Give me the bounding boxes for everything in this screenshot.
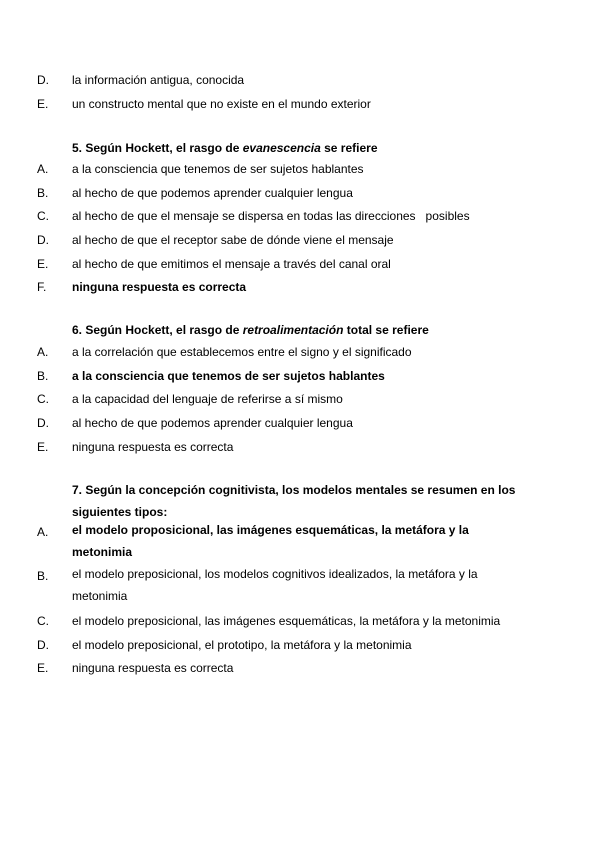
q5-option-e <box>0 256 600 272</box>
question-6-prefix: 6. Según Hockett, el rasgo de <box>72 323 243 337</box>
q5-option-a <box>0 161 600 177</box>
question-5-suffix: se refiere <box>320 141 378 155</box>
option-text: al hecho de que podemos aprender cualquier lengua <box>72 416 353 430</box>
option-text: a la consciencia que tenemos de ser sujetos hablantes <box>72 162 364 176</box>
q7-option-c <box>0 613 600 629</box>
option-text: al hecho de que emitimos el mensaje a través del canal oral <box>72 257 391 271</box>
question-6-term: retroalimentación <box>242 323 344 337</box>
option-letter: E. <box>37 97 49 111</box>
option-text: ninguna respuesta es correcta <box>72 440 234 454</box>
q6-option-d <box>0 415 600 431</box>
question-6-suffix: total se refiere <box>343 323 429 337</box>
option-letter: B. <box>37 569 49 583</box>
q6-option-c <box>0 391 600 407</box>
option-text: un constructo mental que no existe en el mundo exterior <box>72 97 371 111</box>
q7-option-d <box>0 637 600 653</box>
option-letter: D. <box>37 638 49 652</box>
option-letter: D. <box>37 233 49 247</box>
option-text-correct: ninguna respuesta es correcta <box>72 280 247 294</box>
option-letter: E. <box>37 257 49 271</box>
q5-option-f <box>0 279 600 295</box>
q6-option-e <box>0 439 600 455</box>
option-letter: C. <box>37 209 49 223</box>
option-letter: C. <box>37 614 49 628</box>
option-text: al hecho de que el mensaje se dispersa en todas las direcciones posibles <box>72 209 470 223</box>
option-letter: E. <box>37 661 49 675</box>
option-letter: C. <box>37 392 49 406</box>
question-5-title <box>0 140 600 156</box>
q5-option-b <box>0 185 600 201</box>
question-6-title <box>0 322 600 338</box>
option-d-prev <box>0 72 600 88</box>
question-5-term: evanescencia <box>242 141 321 155</box>
question-7-title: 7. Según la concepción cognitivista, los modelos mentales se resumen en los siguientes tipos: <box>72 483 516 519</box>
option-text-correct: el modelo proposicional, las imágenes esquemáticas, la metáfora y la metonimia <box>72 523 469 559</box>
option-text: a la correlación que establecemos entre el signo y el significado <box>72 345 412 359</box>
option-letter: B. <box>37 369 49 383</box>
option-text: ninguna respuesta es correcta <box>72 661 234 675</box>
option-letter: A. <box>37 162 49 176</box>
option-text: la información antigua, conocida <box>72 73 245 87</box>
option-letter: B. <box>37 186 49 200</box>
option-letter: F. <box>37 280 47 294</box>
option-letter: A. <box>37 345 49 359</box>
q5-option-d <box>0 232 600 248</box>
option-letter: A. <box>37 525 49 539</box>
option-text-correct: a la consciencia que tenemos de ser sujetos hablantes <box>72 369 385 383</box>
option-text: a la capacidad del lenguaje de referirse a sí mismo <box>72 392 343 406</box>
question-5-prefix: 5. Según Hockett, el rasgo de <box>72 141 243 155</box>
option-letter: E. <box>37 440 49 454</box>
q5-option-c <box>0 208 600 224</box>
option-letter: D. <box>37 73 49 87</box>
option-text: al hecho de que podemos aprender cualquier lengua <box>72 186 353 200</box>
option-text: el modelo preposicional, el prototipo, la metáfora y la metonimia <box>72 638 412 652</box>
option-letter: D. <box>37 416 49 430</box>
option-text: al hecho de que el receptor sabe de dónde viene el mensaje <box>72 233 394 247</box>
q6-option-a <box>0 344 600 360</box>
q7-option-e <box>0 660 600 676</box>
option-text: el modelo preposicional, los modelos cognitivos idealizados, la metáfora y la metonimia <box>72 567 478 603</box>
q6-option-b <box>0 368 600 384</box>
option-text: el modelo preposicional, las imágenes esquemáticas, la metáfora y la metonimia <box>72 614 501 628</box>
option-e-prev <box>0 96 600 112</box>
